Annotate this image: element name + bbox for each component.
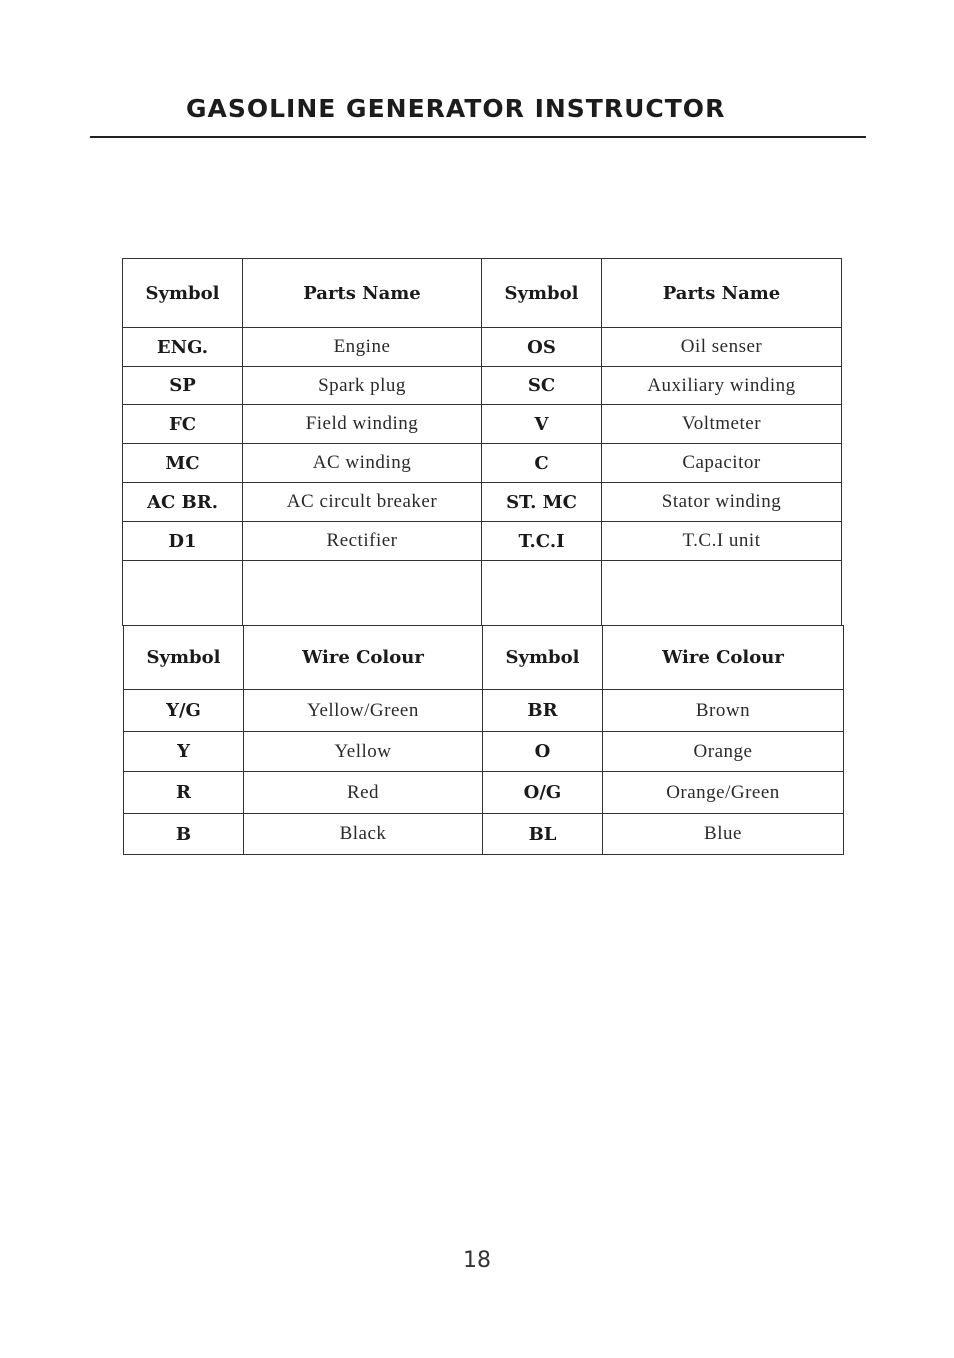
symbol-cell: AC BR. xyxy=(123,483,243,522)
symbol-cell: OS xyxy=(482,328,602,367)
symbol-cell: ENG. xyxy=(123,328,243,367)
symbol-cell: D1 xyxy=(123,522,243,561)
symbol-cell: T.C.I xyxy=(482,522,602,561)
table-row xyxy=(123,328,842,367)
table-row xyxy=(124,772,844,814)
table-row xyxy=(123,483,842,522)
empty-cell xyxy=(123,561,243,626)
colour-cell: Orange xyxy=(603,732,844,772)
colour-cell: Red xyxy=(244,772,483,814)
name-cell: AC circult breaker xyxy=(243,483,482,522)
name-cell: T.C.I unit xyxy=(602,522,842,561)
parts-table xyxy=(122,258,842,626)
symbol-cell: FC xyxy=(123,405,243,444)
name-cell: Spark plug xyxy=(243,367,482,405)
name-cell: Capacitor xyxy=(602,444,842,483)
table-row xyxy=(124,690,844,732)
symbol-cell: O/G xyxy=(483,772,603,814)
table-row-empty xyxy=(123,561,842,626)
symbol-cell: SC xyxy=(482,367,602,405)
table-row xyxy=(124,814,844,855)
symbol-cell: B xyxy=(124,814,244,855)
colour-cell: Brown xyxy=(603,690,844,732)
table-header-row xyxy=(124,626,844,690)
empty-cell xyxy=(482,561,602,626)
symbol-cell: Y xyxy=(124,732,244,772)
colour-cell: Yellow/Green xyxy=(244,690,483,732)
empty-cell xyxy=(243,561,482,626)
symbol-cell: Y/G xyxy=(124,690,244,732)
symbol-cell: R xyxy=(124,772,244,814)
wire-colour-table xyxy=(123,625,844,855)
table-row xyxy=(123,522,842,561)
name-cell: Auxiliary winding xyxy=(602,367,842,405)
header-cell: Parts Name xyxy=(243,259,482,328)
name-cell: AC winding xyxy=(243,444,482,483)
header-cell: Symbol xyxy=(482,259,602,328)
table-row xyxy=(123,405,842,444)
colour-cell: Orange/Green xyxy=(603,772,844,814)
name-cell: Rectifier xyxy=(243,522,482,561)
name-cell: Stator winding xyxy=(602,483,842,522)
symbol-cell: BR xyxy=(483,690,603,732)
name-cell: Field winding xyxy=(243,405,482,444)
header-cell: Wire Colour xyxy=(244,626,483,690)
page-title: GASOLINE GENERATOR INSTRUCTOR xyxy=(186,94,726,123)
header-cell: Symbol xyxy=(483,626,603,690)
table-row xyxy=(123,367,842,405)
table-row xyxy=(123,444,842,483)
symbol-cell: ST. MC xyxy=(482,483,602,522)
empty-cell xyxy=(602,561,842,626)
header-cell: Parts Name xyxy=(602,259,842,328)
header-cell: Wire Colour xyxy=(603,626,844,690)
symbol-cell: BL xyxy=(483,814,603,855)
colour-cell: Black xyxy=(244,814,483,855)
page-number: 18 xyxy=(463,1248,491,1273)
symbol-cell: C xyxy=(482,444,602,483)
symbol-cell: SP xyxy=(123,367,243,405)
name-cell: Voltmeter xyxy=(602,405,842,444)
colour-cell: Blue xyxy=(603,814,844,855)
page-header xyxy=(90,92,866,138)
header-cell: Symbol xyxy=(124,626,244,690)
name-cell: Engine xyxy=(243,328,482,367)
symbol-cell: O xyxy=(483,732,603,772)
header-cell: Symbol xyxy=(123,259,243,328)
colour-cell: Yellow xyxy=(244,732,483,772)
table-row xyxy=(124,732,844,772)
symbol-cell: V xyxy=(482,405,602,444)
name-cell: Oil senser xyxy=(602,328,842,367)
symbol-cell: MC xyxy=(123,444,243,483)
table-header-row xyxy=(123,259,842,328)
